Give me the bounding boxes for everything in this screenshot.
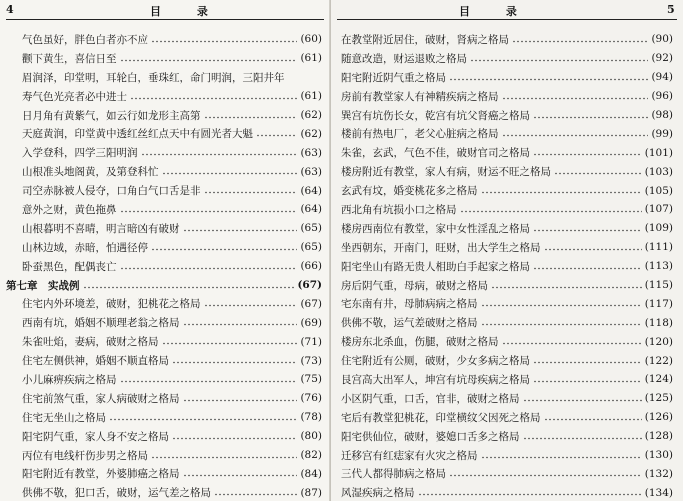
toc-entry[interactable] [0,370,326,389]
toc-entry-page: (67) [297,279,322,292]
dot-leader [418,493,642,496]
toc-entry-title: 房前有教堂家人有神精疾病之格局 [341,90,499,103]
dot-leader [533,380,642,383]
toc-entry-title: 朱雀吐焰，妻病，破财之格局 [22,336,159,349]
toc-entry-title: 阳宅供仙位，破财，婆媳口舌多之格局 [341,430,520,443]
toc-entry[interactable] [0,427,326,446]
toc-entry-title: 小区阴气重，口舌，官非，破财之格局 [341,392,520,405]
toc-entry-page: (65) [300,222,322,235]
toc-entry[interactable] [331,483,677,501]
toc-entry-title: 坐西朝东，开南门，旺财，出大学生之格局 [341,241,541,254]
toc-entry-page: (126) [644,411,673,424]
toc-entry-page: (111) [644,241,673,254]
toc-entry-title: 楼前有热电厂，老父心脏病之格局 [341,128,499,141]
toc-entry[interactable] [331,87,677,106]
toc-entry-page: (63) [300,165,322,178]
dot-leader [523,399,642,402]
toc-entry[interactable] [331,30,677,49]
toc-entry-page: (78) [300,411,322,424]
toc-entry-title: 眉润泽，印堂明，耳轮白，垂珠红，命门明润，三阳井年 [22,71,285,84]
toc-entry-title: 卧蚕黑色，配偶丧亡 [22,260,117,273]
toc-entry-title: 供佛不敬，犯口舌，破财，运气差之格局 [22,487,211,500]
header-rule [6,19,324,20]
toc-entry[interactable] [0,106,326,125]
dot-leader [502,97,649,100]
toc-entry[interactable] [0,87,326,106]
toc-entry-title: 山林边域，赤暗，怕遇径停 [22,241,148,254]
dot-leader [162,172,298,175]
page-number: 4 [6,3,14,16]
toc-entry[interactable] [0,294,326,313]
dot-leader [120,267,298,270]
toc-entry-title: 楼房东北杀血，伤腿，破财之格局 [341,336,499,349]
toc-entry-page: (62) [300,109,322,121]
toc-entry-page: (64) [300,184,322,197]
toc-entry-title: 艮宫高大出军人，坤宫有坑母疾病之格局 [341,373,530,386]
toc-entry[interactable] [331,408,677,427]
toc-entry[interactable] [331,370,677,389]
page-header-title: 目 录 [459,5,533,18]
toc-entry[interactable] [0,408,326,427]
dot-leader [183,323,298,326]
dot-leader [183,474,298,477]
toc-entry[interactable] [0,124,326,143]
right-page [331,0,683,501]
toc-entry-page: (92) [651,52,673,65]
toc-entry[interactable] [0,68,326,87]
toc-entry[interactable] [331,464,677,483]
toc-entry-page: (63) [300,146,322,159]
toc-entry-page: (62) [300,127,322,140]
dot-leader [481,304,642,307]
toc-entry-title: 小儿麻痹疾病之格局 [22,373,117,386]
toc-entry-page: (96) [651,90,673,103]
toc-entry[interactable] [0,332,326,351]
toc-entry[interactable] [331,238,677,257]
toc-entry-page: (122) [644,354,673,367]
toc-entry-page: (61) [300,52,322,65]
toc-entry-title: 住宅无坐山之格局 [22,411,106,424]
toc-entry-page: (94) [651,71,673,84]
toc-entry[interactable] [331,351,677,370]
toc-entry[interactable] [0,30,326,49]
toc-entry-title: 在教堂附近居住，破财，肾病之格局 [341,33,509,46]
toc-entry-title: 阳宅坐山有路无贵人相助白手起家之格局 [341,260,530,273]
toc-entry[interactable] [331,181,677,200]
chapter-heading[interactable] [0,276,326,295]
dot-leader [151,456,297,459]
toc-entry-page: (125) [644,392,673,405]
dot-leader [151,40,297,43]
toc-entry-title: 朱雀，玄武，气色不佳，破财官司之格局 [341,147,530,160]
dot-leader [554,172,642,175]
toc-entry-title: 随意改造，财运退败之格局 [341,52,467,65]
toc-entry-title: 天庭黄润，印堂黄中透红丝红点天中有圆光者大魁 [22,128,253,141]
toc-entry-page: (117) [644,297,673,310]
dot-leader [544,418,642,421]
toc-entry-title: 楼房西南位有教堂，家中女性淫乱之格局 [341,222,530,235]
toc-entry-title: 房后阴气重，母病，破财之格局 [341,279,488,292]
dot-leader [141,153,298,156]
dot-leader [151,248,297,251]
dot-leader [449,474,642,477]
toc-entry[interactable] [331,162,677,181]
toc-entry-title: 西南有坑，婚姻不顺理老翁之格局 [22,317,180,330]
toc-entry-page: (87) [300,486,322,499]
toc-entry-title: 丙位有电线杆伤步男之格局 [22,449,148,462]
toc-entry[interactable] [331,200,677,219]
dot-leader [533,116,648,119]
toc-entry-title: 楼房附近有教堂，家人有病，财运不旺之格局 [341,166,551,179]
dot-leader [183,399,298,402]
toc-entry-page: (84) [300,467,322,480]
toc-entry-page: (101) [644,146,673,159]
dot-leader [502,134,649,137]
toc-entry[interactable] [331,332,677,351]
dot-leader [214,493,297,496]
toc-list [0,30,326,501]
toc-entry-title: 入学登科，四学三阳明润 [22,147,138,160]
toc-entry-title: 宅东南有井，母肺病病之格局 [341,298,478,311]
toc-entry-title: 第七章 实战例 [6,279,80,292]
toc-entry-page: (60) [300,33,322,46]
left-page [0,0,331,501]
toc-entry-title: 宅后有教堂犯桃花，印堂横纹父因死之格局 [341,411,541,424]
toc-entry-page: (115) [644,279,673,292]
dot-leader [109,418,297,421]
toc-entry-page: (118) [644,316,673,329]
toc-entry[interactable] [0,483,326,501]
dot-leader [120,210,298,213]
toc-entry-title: 寿气色光亮者必中进士 [22,90,127,103]
toc-entry[interactable] [331,49,677,68]
dot-leader [481,191,642,194]
toc-entry[interactable] [0,351,326,370]
toc-entry-page: (113) [644,260,673,273]
dot-leader [183,229,298,232]
toc-entry[interactable] [331,219,677,238]
toc-entry-page: (107) [644,203,673,216]
toc-entry-title: 日月角有黄紫气，如云行如龙形主高第 [22,109,201,122]
dot-leader [533,267,642,270]
dot-leader [449,78,648,81]
toc-entry-page: (105) [644,184,673,197]
dot-leader [533,153,642,156]
toc-entry[interactable] [0,219,326,238]
toc-entry-page: (82) [300,449,322,462]
toc-entry-page: (64) [300,203,322,216]
toc-list [331,30,677,501]
toc-entry-page: (76) [300,392,322,405]
toc-entry[interactable] [0,313,326,332]
toc-entry-page: (71) [300,335,322,348]
dot-leader [256,134,297,137]
toc-entry-page: (134) [644,486,673,499]
toc-entry[interactable] [0,257,326,276]
toc-entry[interactable] [331,143,677,162]
toc-entry[interactable] [0,389,326,408]
toc-entry-page: (90) [651,33,673,46]
dot-leader [470,59,648,62]
toc-entry-page: (120) [644,335,673,348]
toc-entry-page: (65) [300,241,322,254]
dot-leader [204,304,298,307]
toc-entry-title: 司空赤脉被人侵夺，口角白气口舌是非 [22,185,201,198]
dot-leader [204,116,298,119]
toc-entry[interactable] [331,313,677,332]
toc-entry[interactable] [331,257,677,276]
toc-entry-title: 玄武有坟，婚变桃花多之格局 [341,185,478,198]
toc-entry-title: 三代人都得肺病之格局 [341,468,446,481]
toc-entry-title: 供佛不敬，运气差破财之格局 [341,317,478,330]
dot-leader [130,97,297,100]
toc-entry-page: (130) [644,449,673,462]
toc-entry-title: 阳宅附近有教堂，外婆肺癌之格局 [22,468,180,481]
toc-entry[interactable] [331,427,677,446]
toc-entry-title: 西北角有坑损小口之格局 [341,203,457,216]
toc-entry-page: (80) [300,430,322,443]
toc-entry-page: (124) [644,373,673,386]
header-rule [337,19,677,20]
page-number: 5 [667,3,675,16]
toc-entry-title: 颧下黄生，喜信日至 [22,52,117,65]
toc-entry[interactable] [0,464,326,483]
toc-entry-title: 住宅附近有公厕，破财，少女多病之格局 [341,355,530,368]
toc-entry[interactable] [331,276,677,295]
dot-leader [481,456,642,459]
toc-entry-title: 风湿疾病之格局 [341,487,415,500]
toc-entry-title: 山根暮明不喜晴，明言暗凶有破财 [22,222,180,235]
toc-entry[interactable] [0,49,326,68]
dot-leader [460,210,642,213]
dot-leader [172,437,297,440]
dot-leader [204,191,298,194]
toc-entry[interactable] [0,238,326,257]
toc-entry-page: (103) [644,165,673,178]
toc-entry-title: 阳宅阴气重，家人身不安之格局 [22,430,169,443]
toc-entry-title: 阳宅附近阴气重之格局 [341,71,446,84]
toc-entry[interactable] [331,389,677,408]
toc-entry[interactable] [0,143,326,162]
toc-entry[interactable] [331,106,677,125]
toc-entry-title: 住宅左侧供神，婚姻不顺直格局 [22,355,169,368]
toc-entry[interactable] [0,446,326,465]
toc-entry[interactable] [0,162,326,181]
dot-leader [502,342,642,345]
dot-leader [533,229,642,232]
toc-entry-title: 山根准头地阁黄，及第登科忙 [22,166,159,179]
toc-entry[interactable] [331,124,677,143]
dot-leader [120,380,298,383]
toc-entry-page: (66) [300,260,322,273]
toc-entry-title: 气色虽好，胖色白者亦不应 [22,33,148,46]
dot-leader [533,361,642,364]
dot-leader [83,286,295,289]
toc-entry-title: 迁移宫有红痣家有火灾之格局 [341,449,478,462]
toc-entry[interactable] [0,200,326,219]
toc-entry-page: (99) [651,127,673,140]
toc-entry[interactable] [331,68,677,87]
dot-leader [481,323,642,326]
dot-leader [162,342,298,345]
toc-entry-page: (98) [651,109,673,121]
dot-leader [491,286,642,289]
toc-entry[interactable] [0,181,326,200]
toc-entry-title: 意外之财，黄色拖鼻 [22,203,117,216]
toc-entry-page: (69) [300,316,322,329]
dot-leader [172,361,297,364]
page-header-title: 目 录 [150,5,224,18]
toc-entry-page: (132) [644,467,673,480]
toc-entry-page: (128) [644,430,673,443]
toc-entry-title: 住宅前煞气重，家人病破财之格局 [22,392,180,405]
dot-leader [523,437,642,440]
toc-entry-title: 住宅内外环境差，破财，犯桃花之格局 [22,298,201,311]
toc-entry-page: (73) [300,354,322,367]
dot-leader [544,248,642,251]
toc-entry[interactable] [331,294,677,313]
dot-leader [120,59,298,62]
toc-entry-page: (109) [644,222,673,235]
toc-entry-page: (67) [300,297,322,310]
toc-entry[interactable] [331,446,677,465]
dot-leader [512,40,648,43]
toc-entry-page: (61) [300,90,322,103]
toc-entry-title: 巽宫有坑伤长女，乾宫有坑父肾癌之格局 [341,109,530,122]
toc-entry-page: (75) [300,373,322,386]
